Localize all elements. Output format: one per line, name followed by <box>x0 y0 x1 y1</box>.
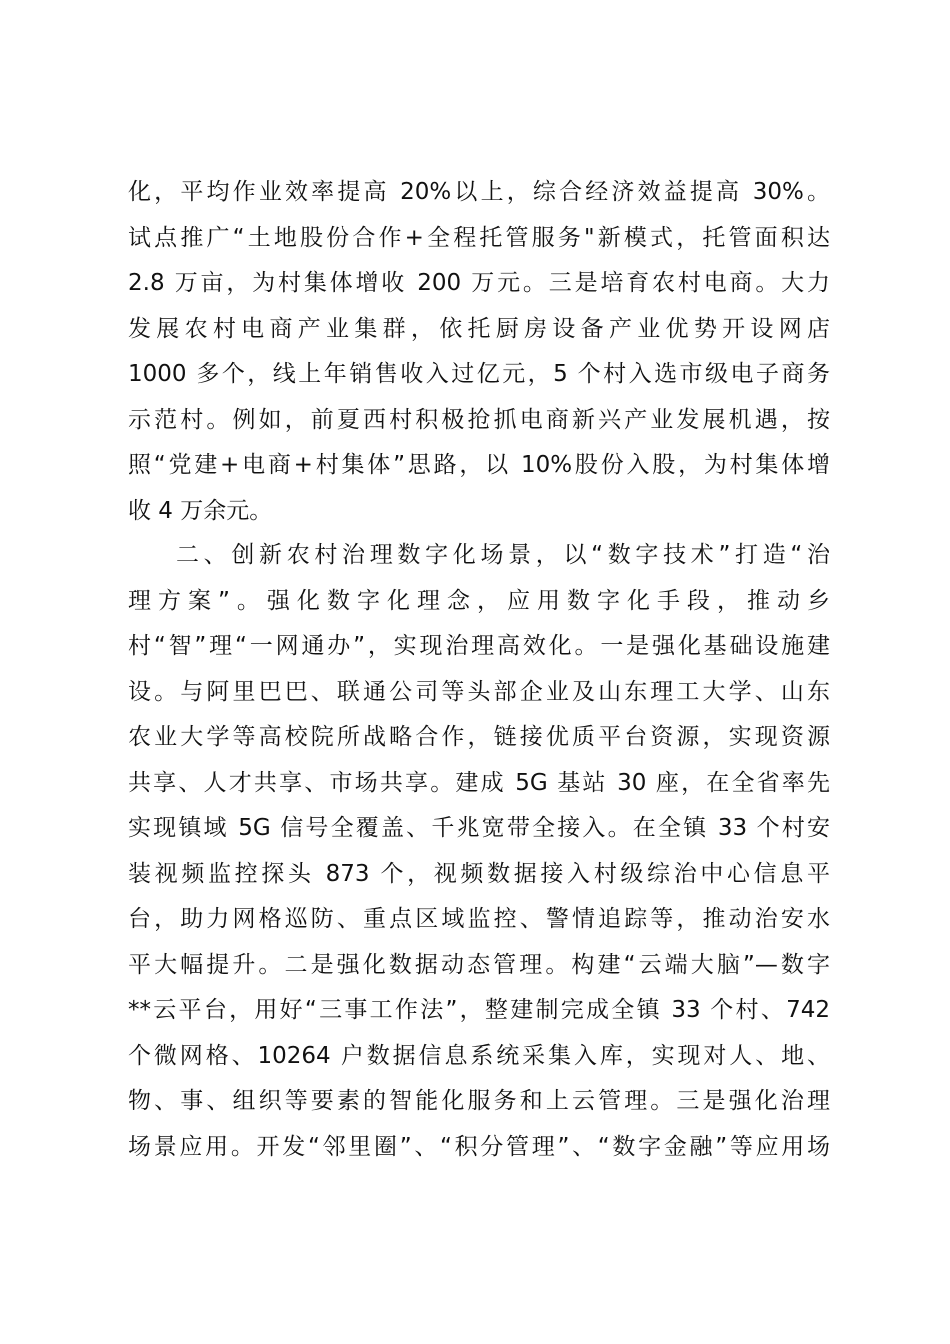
paragraph-line: 设。与阿里巴巴、联通公司等头部企业及山东理工大学、山东 <box>128 678 830 705</box>
paragraph-line: 收 4 万余元。 <box>128 497 273 524</box>
paragraph-line: 二、创新农村治理数字化场景，以“数字技术”打造“治 <box>176 542 830 568</box>
paragraph-line: 平大幅提升。二是强化数据动态管理。构建“云端大脑”—数字 <box>128 951 830 978</box>
paragraph-line: 物、事、组织等要素的智能化服务和上云管理。三是强化治理 <box>128 1088 830 1114</box>
paragraph-line: 装视频监控探头 873 个，视频数据接入村级综治中心信息平 <box>128 860 830 887</box>
paragraph-line: 示范村。例如，前夏西村积极抢抓电商新兴产业发展机遇，按 <box>128 406 830 433</box>
paragraph-line: 村“智”理“一网通办”，实现治理高效化。一是强化基础设施建 <box>128 633 830 659</box>
paragraph-line: 试点推广“土地股份合作+全程托管服务"新模式，托管面积达 <box>128 224 830 251</box>
paragraph-line: 2.8 万亩，为村集体增收 200 万元。三是培育农村电商。大力 <box>128 270 830 296</box>
paragraph-line: 1000 多个，线上年销售收入过亿元，5 个村入选市级电子商务 <box>128 361 830 387</box>
paragraph-line: 照“党建+电商+村集体”思路，以 10%股份入股，为村集体增 <box>128 452 830 478</box>
paragraph-line: 共享、人才共享、市场共享。建成 5G 基站 30 座，在全省率先 <box>128 769 830 796</box>
paragraph-line: 场景应用。开发“邻里圈”、“积分管理”、“数字金融”等应用场 <box>128 1133 830 1160</box>
paragraph-line: 个微网格、10264 户数据信息系统采集入库，实现对人、地、 <box>128 1042 830 1069</box>
paragraph-line: 理方案”。强化数字化理念，应用数字化手段，推动乡 <box>128 587 830 614</box>
paragraph-line: 发展农村电商产业集群，依托厨房设备产业优势开设网店 <box>128 315 830 342</box>
paragraph-line: 化，平均作业效率提高 20%以上，综合经济效益提高 30%。 <box>128 179 830 205</box>
paragraph-line: **云平台，用好“三事工作法”，整建制完成全镇 33 个村、742 <box>128 997 830 1023</box>
paragraph-1 <box>128 170 830 534</box>
paragraph-line: 台，助力网格巡防、重点区域监控、警情追踪等，推动治安水 <box>128 906 830 932</box>
paragraph-2 <box>128 533 830 1170</box>
paragraph-line: 农业大学等高校院所战略合作，链接优质平台资源，实现资源 <box>128 724 830 750</box>
paragraph-line: 实现镇域 5G 信号全覆盖、千兆宽带全接入。在全镇 33 个村安 <box>128 815 830 841</box>
